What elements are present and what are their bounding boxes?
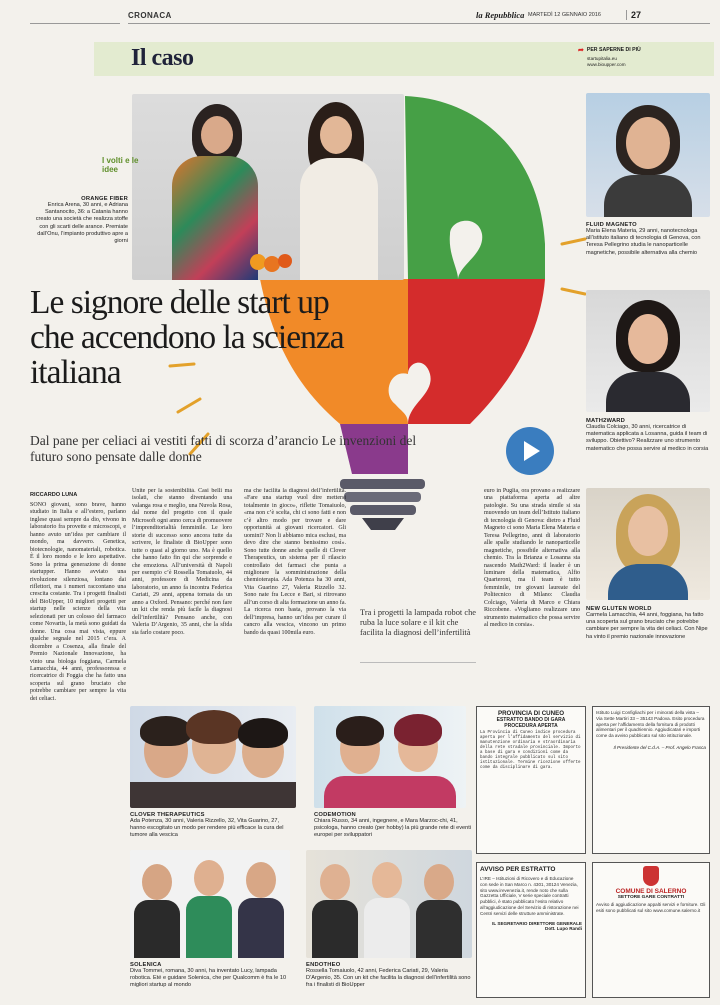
more-link-2[interactable]: www.bioupper.com [587, 61, 626, 67]
endotheo-text: Rossella Tomaiuolo, 42 anni, Federica Cariati, 29, Valeria D’Argenio, 35. Con un kit che facilita la diagnosi dell’infertilità sono fra i finalisti di BioUpper [306, 968, 471, 989]
page-header [128, 10, 710, 24]
orange-fiber-photo [132, 94, 404, 280]
arrow-icon: ➦ [578, 47, 584, 54]
page-number: 27 [626, 10, 641, 20]
subhead: Dal pane per celiaci ai vestiti fatti di scorza d’arancio Le invenzioni del futuro sono pensate dalle donne [30, 433, 417, 464]
clover-label: CLOVER THERAPEUTICS [130, 812, 205, 818]
bulb-caption: Tra i progetti la lampada robot che ruba la luce solare e il kit che facilita la diagnosi dell’infertilità [360, 608, 476, 637]
ad-comune-salerno [592, 862, 710, 998]
article-col-2: Unite per la sostenibilità. Casi belli ma isolati, che stanno diventando una valanga rosa e meglio, una Nuvola Rosa, dal nome del progetto con il quale Microsoft ogni anno cerca di promuovere l’imprenditorialità femminile. Le loro storie di successo sono ancora tutte da scrivere, le finaliste di BioUpper sono tutte o quasi al giorno uno. Ma è quello che hanno fatto fin qui che sorprende e che emoziona. All’università di Napoli per esempio c’è Rossella Tomaiuolo, 44 anni, professore di Medicina da laboratorio, un anno fa incontra Federica Cariati, 29 anni, appena tornata da un anno a Oxford. Pensano: perché non fare un kit che renda più facile la diagnosi dell’infertilità? Pensano anche, con Valeria D’Argenio, 35 anni, che la sfida sia farlo costare poco. [132, 488, 232, 636]
header-rule-left [30, 23, 120, 24]
codemotion-caption [314, 812, 476, 840]
math2ward-photo [586, 290, 710, 412]
solenica-caption [130, 962, 296, 990]
salerno-crest-icon [643, 866, 659, 886]
solenica-photo [130, 850, 290, 958]
ad-salerno-title: COMUNE DI SALERNO [615, 888, 687, 895]
bulb-caption-rule [360, 662, 476, 663]
more-info [578, 46, 708, 68]
clover-caption [130, 812, 296, 840]
play-icon [524, 441, 540, 461]
volti-label: I volti e le idee [102, 156, 139, 174]
codemotion-text: Chiara Russo, 34 anni, ingegnere, e Mara Marzoc-chi, 41, psicologa, hanno creato (per hobby) la più grande rete di eventi europei per sviluppatori [314, 818, 472, 839]
headline: Le signore delle start up che accendono la scienza italiana [30, 284, 344, 391]
fluid-magneto-photo [586, 93, 710, 217]
new-gluten-world-label: NEW GLUTEN WORLD [586, 606, 652, 612]
codemotion-label: CODEMOTION [314, 812, 356, 818]
article-col-4: euro in Puglia, ora provano a realizzare una piattaforma aperta ad altre patologie. Su una strada simile si sta muovendo un team dell’Istituto italiano di tecnologia di Genova: dietro a Fluid Magneto ci sono Maria Elena Materia e Teresa Pellegrino, anni di laboratorio alle spalle studiando le nanoparticelle magnetiche, possibile alternativa alla chemio. Tra la Brianza e Losanna sta nascendo Math2Ward: il leader è un luminare della matematica, Alfio Quarteroni, ma il team è tutto femminile, tre giovani laureate del Politecnico di Milano: Claudia Colciago, Valeria di Marco e Chiara Riccobene. «Vogliamo realizzare uno strumento matematico che possa servire al medico in corsia». [484, 488, 580, 629]
ad-avviso-sign-name: Dott. Lupo Randi [545, 926, 582, 932]
ad-provincia-title: PROVINCIA DI CUNEO [497, 710, 565, 717]
paper-name: la Repubblica [476, 10, 525, 20]
ad-avviso-body: L’IRE – Istituzioni di Ricovero e di Educazione con sede in San Marco n. 4301, 30124 Venezia, sito www.irevenezia.it, rende noto che sulla Gazzetta Ufficiale, V serie speciale contratti pubblici, è stato pubblicato l’esito relativo all’aggiudicazione del Servizio di ristorazione nei Centri servizi delle strutture amministrate. [480, 876, 579, 916]
orange-fiber-text: Enrica Arena, 30 anni, e Adriana Santanocito, 36: a Catania hanno creato una società che realizza stoffe con gli scarti delle arance. Premiate dall’Onu, l’impianto produttivo apre a giorni [35, 202, 128, 245]
ad-salerno-subtitle: SETTORE GARE CONTRATTI [617, 895, 685, 900]
play-video-button[interactable] [506, 427, 554, 475]
new-gluten-world-text: Carmela Lamacchia, 44 anni, foggiana, ha fatto una scoperta sul grano bruciato che potrebbe cambiare per sempre la vita dei celiaci. Con Nipe ha vinto il premio nazionale innovazione [586, 612, 708, 640]
ad-provincia-cuneo [476, 706, 586, 854]
clover-photo [130, 706, 296, 808]
article-col-1: SONO giovani, sono brave, hanno studiato in Italia e all’estero, parlano inglese quasi sempre da dio, vivono in laboratorio fra provette e microscopi, e hanno avuto un’idea per cambiare il mondo, ma davvero. Genetica, biotecnologie, nanomateriali, robotica. È il loro mondo e le loro aspettative. Sono la prima generazione di donne startupper. Hanno avviato una rivoluzione silenziosa, lontano dai riflettori, ma i numeri raccontano una crescita costante. Tra i progetti finalisti del BioUpper, 10 migliori progetti per startup nelle scienze della vita selezionati per un colosso del farmaco come Novartis, la metà sono guidati da donne. Una cosa mai vista, eppure qualche segnale nel 2015 c’era. A dicembre a Cosenza, alla finale del Premio Nazionale Innovazione, ha vinto una biologa foggiana, Carmela Lamacchia, 44 anni, professoressa e ricercatrice di Foggia che ha fatto una scoperta sul grano bruciato che potrebbe cambiare per sempre la vita dei celiaci. [30, 502, 126, 702]
endotheo-caption [306, 962, 472, 990]
orange-fiber-caption [30, 196, 128, 245]
puzzle-green-piece [405, 96, 545, 279]
bulb-base-ring-3 [350, 505, 416, 515]
math2ward-caption [586, 418, 710, 453]
ad-avviso-estratto [476, 862, 586, 998]
ad-avviso-title: AVVISO PER ESTRATTO [480, 866, 556, 873]
ad-configliachi-sign: Il Presidente del C.d.A. – Prof. Angelo Frasca [613, 744, 706, 750]
endotheo-label: ENDOTHEO [306, 962, 341, 968]
ad-provincia-subtitle: ESTRATTO BANDO DI GARA PROCEDURA APERTA [496, 717, 566, 729]
endotheo-photo [306, 850, 472, 958]
byline: RICCARDO LUNA [30, 492, 78, 498]
math2ward-label: MATH2WARD [586, 418, 626, 424]
more-link-1[interactable]: startupitalia.eu [587, 56, 617, 61]
issue-date: MARTEDÌ 12 GENNAIO 2016 [528, 12, 601, 18]
ad-salerno-body: Avviso di aggiudicazione appalti servizi e forniture. Gli esiti sono pubblicati sul sito www.comune.salerno.it [596, 902, 706, 913]
puzzle-red-piece [408, 279, 545, 424]
ad-istituto-configliachi [592, 706, 710, 854]
ad-avviso-sign-role: IL SEGRETARIO DIRETTORE GENERALE [492, 920, 582, 926]
fluid-magneto-caption [586, 222, 710, 257]
ad-configliachi-body: Istituto Luigi Configliachi per i minorati della vista – Via Sette Martiri 33 – 35143 Padova. Esito procedura aperta per l’affidamento della fornitura di prodotti alimentari per il quadriennio. Aggiudicatari e importi come da avviso pubblicato sul sito istituzionale. [596, 710, 705, 739]
section-label: CRONACA [128, 11, 172, 20]
fluid-magneto-text: Maria Elena Materia, 29 anni, nanotecnologa all’istituto italiano di tecnologia di Genova, con Teresa Pellegrino studia le nanoparticelle magnetiche, possibile alternativa alla chemio [586, 228, 701, 256]
bulb-base-ring-1 [340, 479, 425, 489]
bulb-base-tip [362, 518, 404, 530]
more-label: ➦ PER SAPERNE DI PIÙ [578, 47, 641, 54]
solenica-label: SOLENICA [130, 962, 162, 968]
clover-text: Ada Potenza, 30 anni, Valeria Rizzello, 32, Vita Guarino, 27, hanno escogitato un modo per rendere più efficace la cura del tumore alla vescica [130, 818, 284, 839]
orange-fiber-label: ORANGE FIBER [81, 196, 128, 202]
new-gluten-world-caption [586, 606, 710, 641]
math2ward-text: Claudia Colciago, 30 anni, ricercatrice di matematica applicata a Losanna, guida il team di sviluppo. Obiettivo? Realizzare uno strumento matematico che possa servire al medico in corsia [586, 424, 709, 452]
banner-title: Il caso [131, 45, 194, 71]
new-gluten-world-photo [586, 488, 710, 600]
bulb-base-ring-2 [344, 492, 421, 502]
article-col-3: ma che facilita la diagnosi dell’infertilità. «Fare una startup vuol dire mettersi totalmente in gioco», riflette Tomaiuolo, «ma non c’è scelta, chi ci sono fatti e non c’è altro modo per trovare e dare opportunità ai giovani ricercatori. Gli uomini? Non li abbiamo mica esclusi, ma devo dire che stanno benissimo così». Sono tutte donne anche quelle di Clover Therapeutics, un sistema per il rilascio controllato dei farmaci che punta a migliorare la somministrazione della chemioterapia. Ada Potenza ha 30 anni, Vita Guarino 27, Valeria Rizzello 32. Sono nate fra Lecce e Bari, si ritrovano all’un corso di alta formazione un anno fa. La ricerca non basta, provano la via dell’impresa, hanno un’idea per curare il cancro alla vescica, vincono un primo bando da quasi 100mila euro. [244, 488, 346, 636]
codemotion-photo [314, 706, 466, 808]
fluid-magneto-label: FLUID MAGNETO [586, 222, 637, 228]
solenica-text: Diva Tommei, romana, 30 anni, ha inventato Lucy, lampada robotica. Eté e guidare Solenica, che per Qualcomm è fra le 10 migliori startup al mondo [130, 968, 287, 989]
ad-provincia-body: La Provincia di Cuneo indice procedura aperta per l’affidamento del servizio di manutenzione ordinaria e straordinaria della rete stradale provinciale. Importo a base di gara e condizioni come da bando integrale pubblicato sul sito istituzionale. Termine ricezione offerte come da disciplinare di gara. [480, 731, 581, 770]
